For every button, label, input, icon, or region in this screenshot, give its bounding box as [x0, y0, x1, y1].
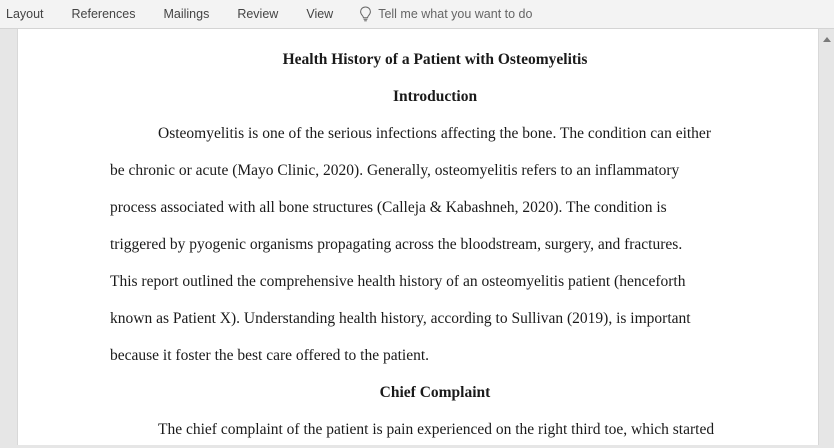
- tab-view[interactable]: View: [306, 7, 334, 21]
- ribbon-tab-bar: [0, 0, 834, 29]
- scroll-up-arrow-icon[interactable]: [823, 37, 831, 42]
- heading-chief-complaint: Chief Complaint: [379, 384, 491, 401]
- document-body[interactable]: [110, 41, 760, 448]
- vertical-scrollbar[interactable]: [820, 29, 834, 445]
- paragraph-line: This report outlined the comprehensive health history of an osteomyelitis patient (henceforth: [110, 273, 686, 290]
- intro-paragraph: [110, 115, 760, 374]
- paragraph-line: because it foster the best care offered to the patient.: [110, 347, 430, 364]
- paragraph-line: The chief complaint of the patient is pain experienced on the right third toe, which started: [158, 421, 715, 438]
- paragraph-line: known as Patient X). Understanding health history, according to Sullivan (2019), is important: [110, 310, 691, 327]
- lightbulb-icon: [359, 6, 372, 22]
- complaint-paragraph: [110, 411, 760, 448]
- document-title: Health History of a Patient with Osteomyelitis: [282, 51, 588, 68]
- tell-me-input[interactable]: Tell me what you want to do: [378, 7, 533, 21]
- paragraph-line: triggered by pyogenic organisms propagating across the bloodstream, surgery, and fractures.: [110, 236, 683, 253]
- tab-mailings[interactable]: Mailings: [163, 7, 210, 21]
- paragraph-line: be chronic or acute (Mayo Clinic, 2020). Generally, osteomyelitis refers to an inflammatory: [110, 162, 680, 179]
- tab-references[interactable]: References: [71, 7, 136, 21]
- paragraph-line: process associated with all bone structures (Calleja & Kabashneh, 2020). The condition is: [110, 199, 667, 216]
- document-workspace: [0, 29, 834, 445]
- tab-layout[interactable]: Layout: [6, 7, 44, 21]
- paragraph-line: Osteomyelitis is one of the serious infections affecting the bone. The condition can either: [158, 125, 711, 142]
- document-page[interactable]: [17, 29, 819, 445]
- tell-me-search[interactable]: [347, 6, 532, 22]
- tab-review[interactable]: Review: [237, 7, 279, 21]
- heading-introduction: Introduction: [392, 88, 478, 105]
